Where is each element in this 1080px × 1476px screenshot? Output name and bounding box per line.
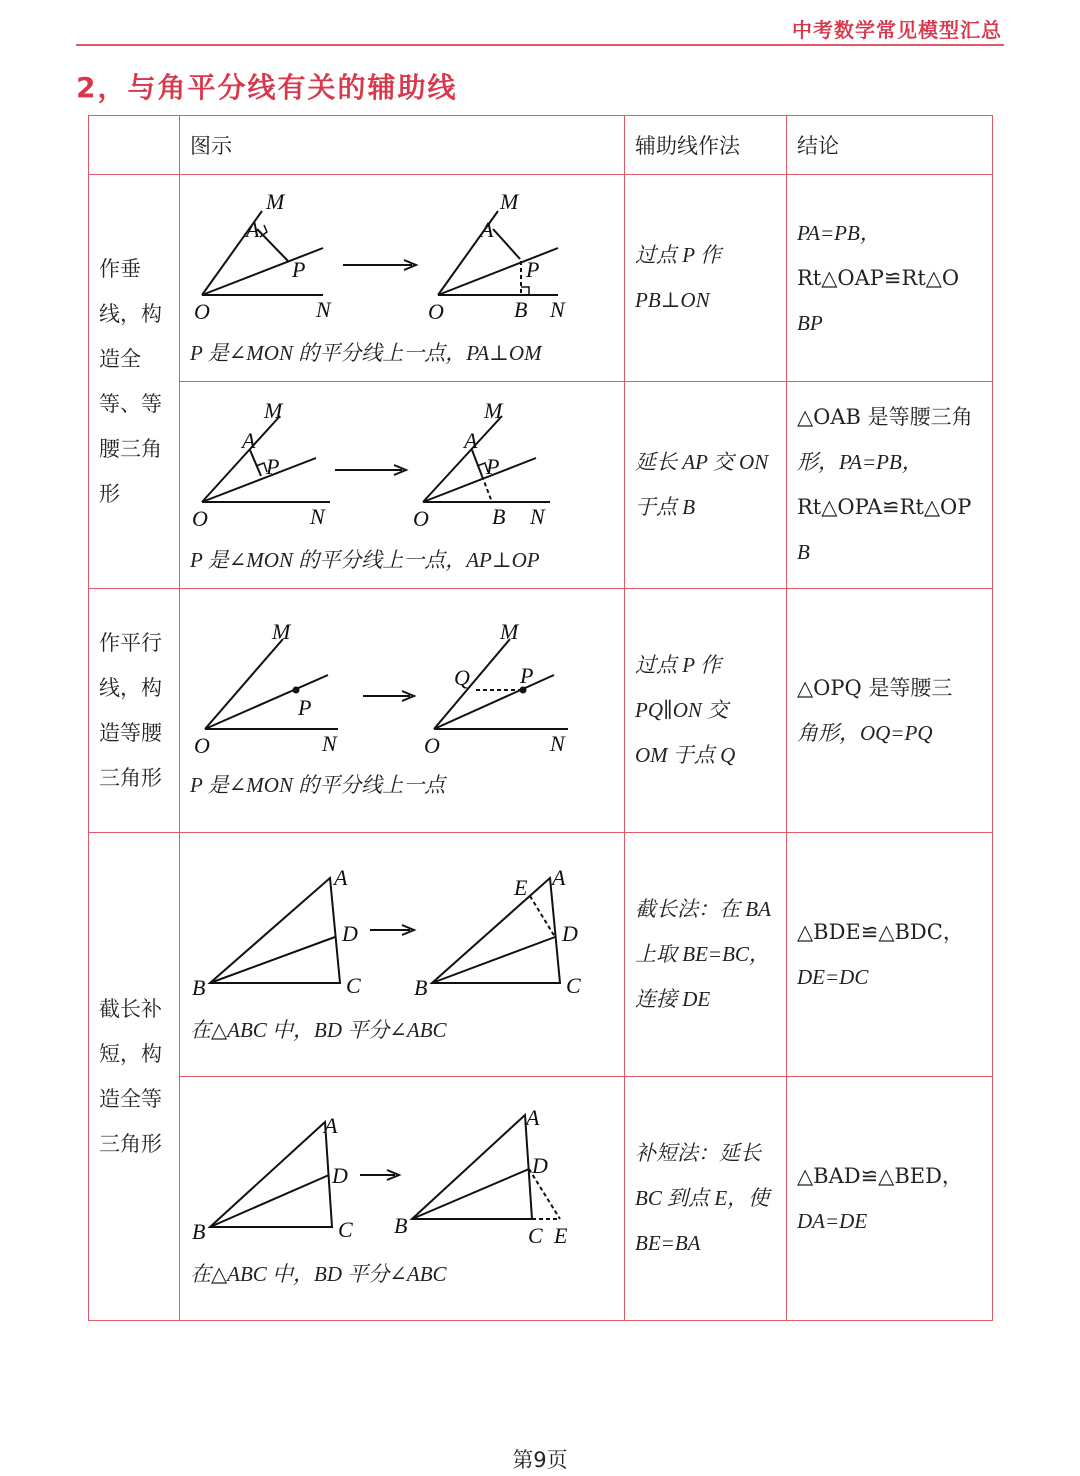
segment-bd-2	[412, 1169, 529, 1219]
method-cell	[625, 589, 787, 833]
label-p-2: P	[520, 663, 534, 688]
triangle-abc	[210, 878, 340, 983]
table-header-row	[89, 116, 993, 175]
segment-bd	[210, 1175, 329, 1227]
label-d: D	[342, 921, 358, 946]
method-line: 过点 P 作	[635, 243, 721, 267]
conclusion-line: △OAB 是等腰三角	[797, 405, 973, 429]
method-line: OM 于点 Q	[635, 743, 736, 767]
figure-caption: 在△ABC 中，BD 平分∠ABC	[190, 1018, 447, 1042]
label-d-2: D	[562, 921, 578, 946]
category-perpendicular: 作垂线，构造全等、等腰三角形	[89, 175, 180, 589]
method-cell	[625, 833, 787, 1077]
conclusion-cell	[787, 382, 993, 589]
ray-om-2	[434, 639, 510, 729]
header-method: 辅助线作法	[625, 116, 787, 175]
method-line: 于点 B	[635, 495, 696, 519]
label-p: P	[266, 454, 280, 479]
label-m-2: M	[500, 619, 519, 644]
label-a-2: A	[526, 1105, 540, 1130]
label-e-2: E	[554, 1223, 568, 1248]
method-line: BE=BA	[635, 1231, 701, 1255]
segment-pa-2	[493, 229, 520, 259]
triangle-abc-2	[432, 878, 560, 983]
label-p: P	[292, 257, 306, 282]
method-line: PB⊥ON	[635, 288, 710, 312]
conclusion-line: DE=DC	[797, 964, 869, 989]
label-m-2: M	[484, 398, 503, 423]
figure-caption: P 是∠MON 的平分线上一点，PA⊥OM	[190, 341, 542, 365]
label-n-2: N	[550, 731, 565, 756]
conclusion-cell	[787, 175, 993, 382]
label-m-2: M	[500, 189, 519, 214]
right-angle-mark	[260, 225, 267, 237]
conclusion-line: Rt△OPA≌Rt△OP	[797, 495, 972, 519]
triangle-abc-2	[412, 1115, 532, 1219]
label-n-2: N	[530, 504, 545, 529]
conclusion-line: △OPQ 是等腰三	[797, 675, 953, 700]
figure-caption: 在△ABC 中，BD 平分∠ABC	[190, 1262, 447, 1286]
figure-cell	[180, 1077, 625, 1321]
method-cell	[625, 1077, 787, 1321]
label-m: M	[264, 398, 283, 423]
method-line: BC 到点 E，使	[635, 1186, 770, 1210]
dashed-pb	[482, 476, 492, 502]
method-cell	[625, 382, 787, 589]
label-m: M	[266, 189, 285, 214]
running-title: 中考数学常见模型汇总	[792, 18, 1002, 42]
segment-ap-2	[472, 450, 482, 476]
label-b: B	[192, 1219, 206, 1244]
label-m: M	[272, 619, 291, 644]
conclusion-line: △BAD≌△BED，	[797, 1163, 963, 1188]
method-line: 上取 BE=BC，	[635, 942, 770, 966]
figure-cell	[180, 833, 625, 1077]
label-c: C	[338, 1217, 353, 1242]
label-a-2: A	[552, 865, 566, 890]
method-line: 连接 DE	[635, 987, 711, 1011]
label-d-2: D	[532, 1153, 548, 1178]
category-cut-extend: 截长补短，构造全等三角形	[89, 833, 180, 1321]
segment-pa	[257, 229, 288, 261]
label-c: C	[346, 973, 361, 998]
category-parallel: 作平行线，构造等腰三角形	[89, 589, 180, 833]
segment-bd-2	[432, 937, 555, 983]
label-d: D	[332, 1163, 348, 1188]
method-line: 截长法：在 BA	[635, 897, 771, 921]
table-row	[89, 175, 993, 382]
header-conclusion: 结论	[787, 116, 993, 175]
label-a: A	[246, 217, 260, 242]
label-o: O	[194, 733, 210, 758]
method-line: PQ∥ON 交	[635, 698, 729, 722]
segment-ap	[250, 450, 261, 476]
auxiliary-line-table	[88, 115, 993, 1321]
label-e-2: E	[514, 875, 528, 900]
label-b-2: B	[414, 975, 428, 1000]
label-b-2: B	[514, 297, 528, 322]
label-q-2: Q	[454, 665, 470, 690]
ray-om	[205, 639, 283, 729]
figure-cell	[180, 589, 625, 833]
figure-caption: P 是∠MON 的平分线上一点，AP⊥OP	[190, 548, 540, 572]
label-p-2: P	[526, 257, 540, 282]
label-n: N	[322, 731, 337, 756]
right-angle-mark-2	[521, 287, 529, 295]
label-n-2: N	[550, 297, 565, 322]
table-row	[89, 589, 993, 833]
label-p-2: P	[486, 454, 500, 479]
conclusion-line: Rt△OAP≌Rt△O	[797, 265, 960, 290]
label-p: P	[298, 695, 312, 720]
header-empty	[89, 116, 180, 175]
conclusion-line: 角形，OQ=PQ	[797, 720, 933, 745]
page-number: 第9页	[512, 1448, 568, 1472]
method-cell	[625, 175, 787, 382]
conclusion-line: BP	[797, 310, 823, 335]
method-line: 过点 P 作	[635, 653, 721, 677]
label-o: O	[192, 506, 208, 531]
ray-op-2	[434, 675, 554, 729]
label-b: B	[192, 975, 206, 1000]
table-row	[89, 833, 993, 1077]
label-a-2: A	[480, 217, 494, 242]
label-a-2: A	[464, 428, 478, 453]
dashed-de	[530, 896, 555, 937]
label-c-2: C	[528, 1223, 543, 1248]
label-o: O	[194, 299, 210, 324]
header-figure: 图示	[180, 116, 625, 175]
label-n: N	[310, 504, 325, 529]
label-a: A	[324, 1113, 338, 1138]
figure-caption: P 是∠MON 的平分线上一点	[190, 773, 446, 797]
conclusion-line: 形，PA=PB，	[797, 450, 923, 474]
table-row	[89, 382, 993, 589]
label-n: N	[316, 297, 331, 322]
label-a: A	[334, 865, 348, 890]
conclusion-line: DA=DE	[797, 1208, 868, 1233]
label-b-2: B	[492, 504, 506, 529]
conclusion-cell	[787, 833, 993, 1077]
segment-bd	[210, 937, 335, 983]
triangle-abc	[210, 1122, 332, 1227]
label-b-2: B	[394, 1213, 408, 1238]
label-a: A	[242, 428, 256, 453]
conclusion-line: △BDE≌△BDC，	[797, 919, 964, 944]
figure-cell	[180, 175, 625, 382]
method-line: 补短法：延长	[635, 1141, 761, 1165]
section-title: 2，与角平分线有关的辅助线	[76, 71, 458, 104]
label-o-2: O	[413, 506, 429, 531]
header-divider	[76, 44, 1004, 46]
label-o-2: O	[428, 299, 444, 324]
method-line: 延长 AP 交 ON	[635, 450, 769, 474]
table-row	[89, 1077, 993, 1321]
conclusion-line: B	[797, 540, 810, 564]
conclusion-cell	[787, 589, 993, 833]
point-p	[293, 687, 300, 694]
conclusion-line: PA=PB，	[797, 220, 881, 245]
figure-cell	[180, 382, 625, 589]
label-c-2: C	[566, 973, 581, 998]
conclusion-cell	[787, 1077, 993, 1321]
label-o-2: O	[424, 733, 440, 758]
